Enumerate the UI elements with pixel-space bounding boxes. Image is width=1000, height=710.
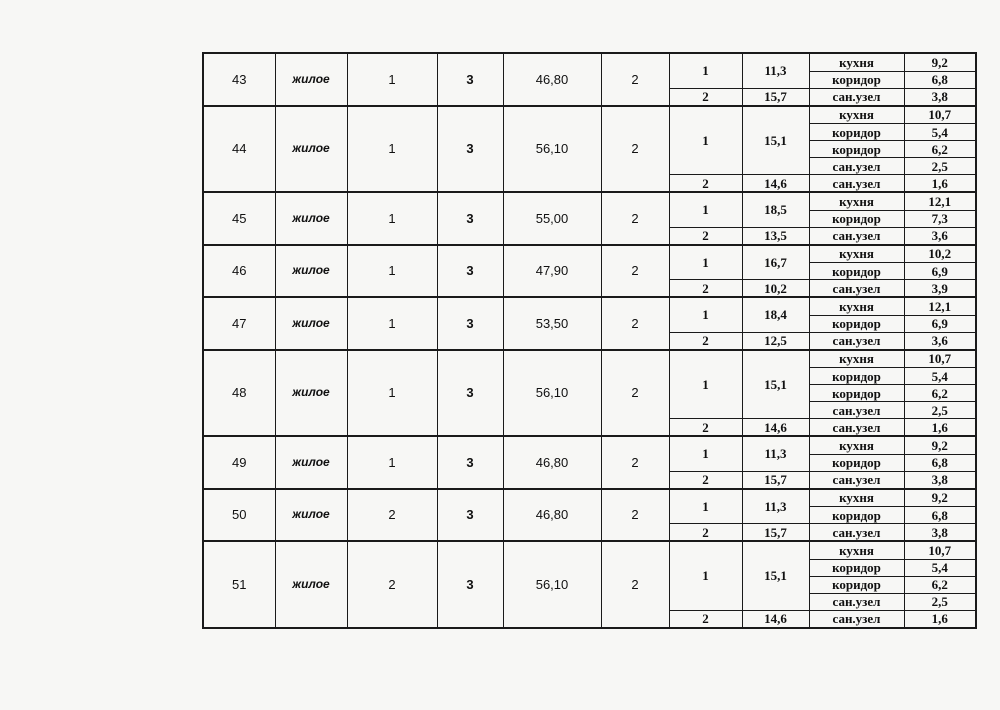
rooms-count: 3 — [437, 53, 503, 106]
room-area: 11,3 — [742, 436, 809, 471]
floor-level: 1 — [347, 297, 437, 350]
table-row — [203, 350, 976, 368]
room-id: 1 — [669, 350, 742, 419]
floor-level: 1 — [347, 245, 437, 298]
aux-room-area: 3,8 — [904, 88, 976, 106]
aux-room-area: 6,2 — [904, 385, 976, 402]
room-area: 14,6 — [742, 419, 809, 437]
aux-room-name: коридор — [809, 315, 904, 332]
aux-room-area: 12,1 — [904, 297, 976, 315]
aux-room-name: сан.узел — [809, 280, 904, 298]
aux-room-area: 5,4 — [904, 124, 976, 141]
aux-room-area: 10,7 — [904, 541, 976, 559]
apartment-number: 43 — [203, 53, 275, 106]
room-id: 2 — [669, 88, 742, 106]
aux-room-name: сан.узел — [809, 158, 904, 175]
room-id: 1 — [669, 436, 742, 471]
aux-room-area: 5,4 — [904, 368, 976, 385]
aux-room-area: 3,6 — [904, 332, 976, 350]
living-rooms-count: 2 — [601, 541, 669, 628]
aux-room-name: сан.узел — [809, 419, 904, 437]
table-row — [203, 53, 976, 71]
total-area: 46,80 — [503, 436, 601, 489]
aux-room-name: сан.узел — [809, 593, 904, 610]
aux-room-area: 10,7 — [904, 350, 976, 368]
aux-room-area: 6,8 — [904, 454, 976, 471]
premises-type: жилое — [275, 106, 347, 193]
rooms-count: 3 — [437, 541, 503, 628]
aux-room-area: 3,8 — [904, 471, 976, 489]
floor-level: 1 — [347, 436, 437, 489]
aux-room-name: кухня — [809, 106, 904, 124]
apartment-number: 46 — [203, 245, 275, 298]
room-area: 11,3 — [742, 489, 809, 524]
living-rooms-count: 2 — [601, 350, 669, 437]
room-area: 13,5 — [742, 227, 809, 245]
apartments-table — [202, 52, 977, 629]
room-area: 15,7 — [742, 88, 809, 106]
rooms-count: 3 — [437, 436, 503, 489]
aux-room-name: кухня — [809, 489, 904, 507]
apartment-number: 44 — [203, 106, 275, 193]
premises-type: жилое — [275, 297, 347, 350]
aux-room-name: коридор — [809, 368, 904, 385]
rooms-count: 3 — [437, 297, 503, 350]
rooms-count: 3 — [437, 106, 503, 193]
aux-room-area: 2,5 — [904, 158, 976, 175]
aux-room-area: 6,2 — [904, 141, 976, 158]
aux-room-name: кухня — [809, 192, 904, 210]
aux-room-name: кухня — [809, 350, 904, 368]
aux-room-area: 10,2 — [904, 245, 976, 263]
room-area: 11,3 — [742, 53, 809, 88]
aux-room-area: 9,2 — [904, 53, 976, 71]
room-area: 16,7 — [742, 245, 809, 280]
aux-room-area: 9,2 — [904, 489, 976, 507]
aux-room-area: 6,9 — [904, 315, 976, 332]
table-row — [203, 245, 976, 263]
room-id: 2 — [669, 419, 742, 437]
aux-room-name: коридор — [809, 263, 904, 280]
aux-room-area: 12,1 — [904, 192, 976, 210]
aux-room-name: коридор — [809, 385, 904, 402]
floor-level: 1 — [347, 53, 437, 106]
premises-type: жилое — [275, 436, 347, 489]
total-area: 46,80 — [503, 53, 601, 106]
aux-room-name: кухня — [809, 245, 904, 263]
total-area: 47,90 — [503, 245, 601, 298]
premises-type: жилое — [275, 245, 347, 298]
aux-room-area: 6,8 — [904, 71, 976, 88]
aux-room-name: кухня — [809, 297, 904, 315]
room-area: 15,1 — [742, 541, 809, 610]
aux-room-area: 6,8 — [904, 507, 976, 524]
floor-level: 2 — [347, 489, 437, 542]
aux-room-area: 10,7 — [904, 106, 976, 124]
aux-room-name: сан.узел — [809, 332, 904, 350]
table-row — [203, 297, 976, 315]
premises-type: жилое — [275, 489, 347, 542]
table-row — [203, 192, 976, 210]
living-rooms-count: 2 — [601, 489, 669, 542]
aux-room-area: 9,2 — [904, 436, 976, 454]
room-id: 2 — [669, 175, 742, 193]
living-rooms-count: 2 — [601, 192, 669, 245]
room-area: 14,6 — [742, 175, 809, 193]
aux-room-name: сан.узел — [809, 524, 904, 542]
aux-room-area: 3,8 — [904, 524, 976, 542]
room-area: 15,1 — [742, 106, 809, 175]
room-id: 1 — [669, 297, 742, 332]
room-area: 15,7 — [742, 524, 809, 542]
room-area: 12,5 — [742, 332, 809, 350]
apartment-number: 47 — [203, 297, 275, 350]
rooms-count: 3 — [437, 350, 503, 437]
aux-room-name: коридор — [809, 124, 904, 141]
premises-type: жилое — [275, 350, 347, 437]
apartment-number: 51 — [203, 541, 275, 628]
room-id: 2 — [669, 471, 742, 489]
aux-room-area: 2,5 — [904, 593, 976, 610]
table-row — [203, 436, 976, 454]
apartment-number: 49 — [203, 436, 275, 489]
living-rooms-count: 2 — [601, 245, 669, 298]
apartment-number: 45 — [203, 192, 275, 245]
floor-level: 1 — [347, 106, 437, 193]
table-row — [203, 106, 976, 124]
floor-level: 2 — [347, 541, 437, 628]
apartment-number: 48 — [203, 350, 275, 437]
total-area: 53,50 — [503, 297, 601, 350]
aux-room-area: 2,5 — [904, 402, 976, 419]
total-area: 56,10 — [503, 541, 601, 628]
premises-type: жилое — [275, 541, 347, 628]
aux-room-name: кухня — [809, 436, 904, 454]
room-area: 15,7 — [742, 471, 809, 489]
total-area: 46,80 — [503, 489, 601, 542]
rooms-count: 3 — [437, 192, 503, 245]
aux-room-area: 1,6 — [904, 419, 976, 437]
room-id: 2 — [669, 332, 742, 350]
living-rooms-count: 2 — [601, 297, 669, 350]
aux-room-name: сан.узел — [809, 610, 904, 628]
total-area: 56,10 — [503, 106, 601, 193]
floor-level: 1 — [347, 192, 437, 245]
room-area: 10,2 — [742, 280, 809, 298]
aux-room-name: кухня — [809, 541, 904, 559]
room-id: 1 — [669, 53, 742, 88]
room-id: 1 — [669, 245, 742, 280]
aux-room-name: кухня — [809, 53, 904, 71]
premises-type: жилое — [275, 53, 347, 106]
rooms-count: 3 — [437, 245, 503, 298]
table-row — [203, 541, 976, 559]
floor-level: 1 — [347, 350, 437, 437]
room-area: 15,1 — [742, 350, 809, 419]
apartment-number: 50 — [203, 489, 275, 542]
aux-room-name: сан.узел — [809, 227, 904, 245]
aux-room-name: коридор — [809, 559, 904, 576]
aux-room-area: 3,6 — [904, 227, 976, 245]
aux-room-name: коридор — [809, 507, 904, 524]
rooms-count: 3 — [437, 489, 503, 542]
aux-room-name: сан.узел — [809, 471, 904, 489]
aux-room-name: сан.узел — [809, 402, 904, 419]
living-rooms-count: 2 — [601, 106, 669, 193]
total-area: 56,10 — [503, 350, 601, 437]
aux-room-area: 1,6 — [904, 175, 976, 193]
room-id: 1 — [669, 106, 742, 175]
aux-room-area: 6,2 — [904, 576, 976, 593]
room-area: 14,6 — [742, 610, 809, 628]
room-id: 1 — [669, 541, 742, 610]
aux-room-name: коридор — [809, 576, 904, 593]
aux-room-name: сан.узел — [809, 88, 904, 106]
room-area: 18,5 — [742, 192, 809, 227]
room-area: 18,4 — [742, 297, 809, 332]
aux-room-area: 7,3 — [904, 210, 976, 227]
aux-room-area: 6,9 — [904, 263, 976, 280]
living-rooms-count: 2 — [601, 436, 669, 489]
aux-room-name: коридор — [809, 210, 904, 227]
aux-room-area: 3,9 — [904, 280, 976, 298]
aux-room-name: коридор — [809, 71, 904, 88]
room-id: 1 — [669, 192, 742, 227]
aux-room-name: сан.узел — [809, 175, 904, 193]
living-rooms-count: 2 — [601, 53, 669, 106]
room-id: 2 — [669, 227, 742, 245]
total-area: 55,00 — [503, 192, 601, 245]
aux-room-area: 1,6 — [904, 610, 976, 628]
room-id: 2 — [669, 524, 742, 542]
aux-room-area: 5,4 — [904, 559, 976, 576]
table-row — [203, 489, 976, 507]
aux-room-name: коридор — [809, 141, 904, 158]
room-id: 2 — [669, 610, 742, 628]
room-id: 1 — [669, 489, 742, 524]
aux-room-name: коридор — [809, 454, 904, 471]
room-id: 2 — [669, 280, 742, 298]
premises-type: жилое — [275, 192, 347, 245]
